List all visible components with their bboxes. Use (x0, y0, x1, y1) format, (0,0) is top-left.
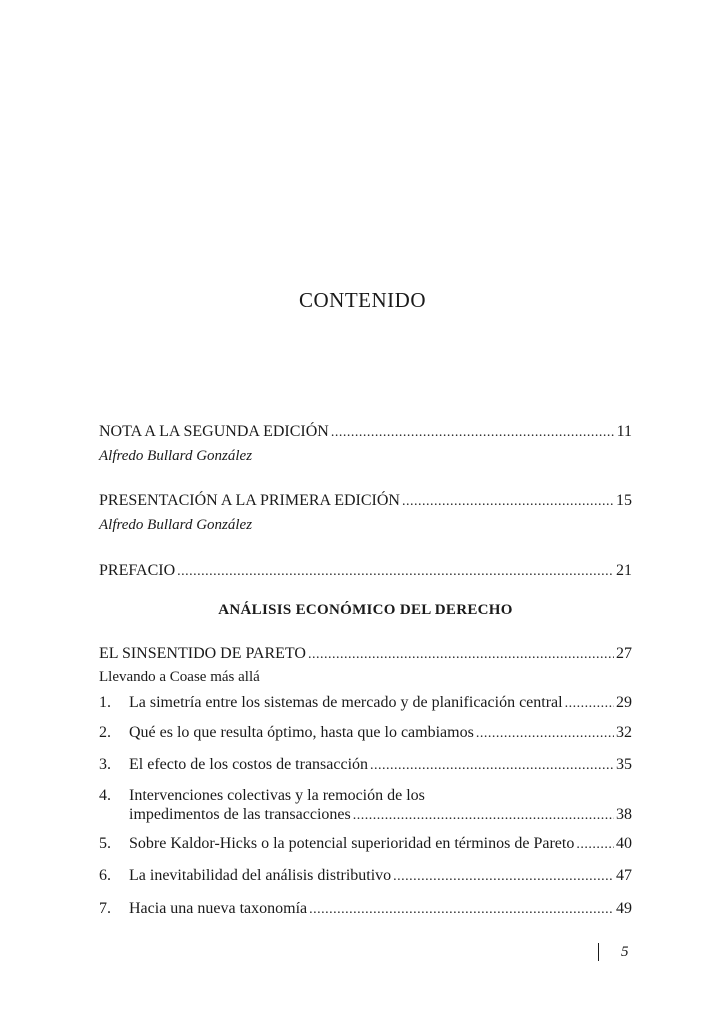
dot-leader (353, 806, 614, 825)
item-number: 7. (99, 900, 111, 917)
dot-leader (402, 492, 614, 512)
dot-leader (476, 724, 614, 744)
toc-entry-page: 27 (616, 645, 632, 662)
toc-item-6[interactable] (99, 866, 632, 887)
toc-item-label-line1: Intervenciones colectivas y la remoción de los (129, 787, 425, 804)
toc-entry-page: 11 (616, 423, 632, 440)
dot-leader (309, 900, 614, 920)
toc-item-page: 35 (616, 756, 632, 773)
toc-item-7[interactable] (99, 899, 632, 920)
dot-leader (370, 756, 614, 776)
item-number: 3. (99, 756, 111, 773)
dot-leader (565, 694, 614, 714)
toc-item-3[interactable] (99, 755, 632, 776)
dot-leader (393, 867, 614, 887)
toc-item-label: La inevitabilidad del análisis distributivo (129, 867, 392, 884)
toc-entry-presentacion[interactable] (99, 491, 632, 512)
toc-item-page: 38 (616, 806, 632, 823)
page-title: CONTENIDO (299, 288, 426, 312)
dot-leader (331, 423, 615, 443)
dot-leader (576, 835, 614, 855)
toc-item-label: Qué es lo que resulta óptimo, hasta que lo cambiamos (129, 724, 474, 741)
chapter-subtitle: Llevando a Coase más allá (99, 669, 260, 685)
dot-leader (308, 645, 614, 665)
toc-entry-label: NOTA A LA SEGUNDA EDICIÓN (99, 423, 329, 440)
toc-entry-page: 21 (616, 562, 632, 579)
item-number: 4. (99, 787, 111, 804)
toc-item-label: Sobre Kaldor-Hicks o la potencial superioridad en términos de Pareto (129, 835, 575, 852)
toc-item-label: El efecto de los costos de transacción (129, 756, 369, 773)
toc-item-5[interactable] (99, 834, 632, 855)
toc-entry-chapter[interactable] (99, 644, 632, 665)
toc-entry-label: PREFACIO (99, 562, 176, 579)
toc-item-page: 40 (616, 835, 632, 852)
toc-entry-label: PRESENTACIÓN A LA PRIMERA EDICIÓN (99, 492, 400, 509)
toc-entry-author: Alfredo Bullard González (99, 448, 253, 464)
section-heading: ANÁLISIS ECONÓMICO DEL DERECHO (218, 602, 513, 618)
toc-item-page: 32 (616, 724, 632, 741)
toc-item-page: 29 (616, 694, 632, 711)
toc-entry-prefacio[interactable] (99, 561, 632, 582)
item-number: 1. (99, 694, 111, 711)
toc-entry-author: Alfredo Bullard González (99, 517, 253, 533)
toc-item-label: Hacia una nueva taxonomía (129, 900, 308, 917)
toc-item-4[interactable] (99, 786, 632, 825)
footer-divider (598, 943, 599, 961)
toc-entry-nota[interactable] (99, 422, 632, 443)
toc-item-page: 47 (616, 867, 632, 884)
dot-leader (177, 562, 614, 582)
toc-item-label: La simetría entre los sistemas de mercado y de planificación central (129, 694, 563, 711)
item-number: 2. (99, 724, 111, 741)
item-number: 6. (99, 867, 111, 884)
item-number: 5. (99, 835, 111, 852)
toc-item-page: 49 (616, 900, 632, 917)
page-number: 5 (621, 944, 629, 960)
toc-entry-page: 15 (616, 492, 632, 509)
toc-entry-label: EL SINSENTIDO DE PARETO (99, 645, 306, 662)
toc-item-label-line2: impedimentos de las transacciones (129, 806, 351, 823)
toc-item-2[interactable] (99, 723, 632, 744)
toc-item-1[interactable] (99, 693, 632, 714)
